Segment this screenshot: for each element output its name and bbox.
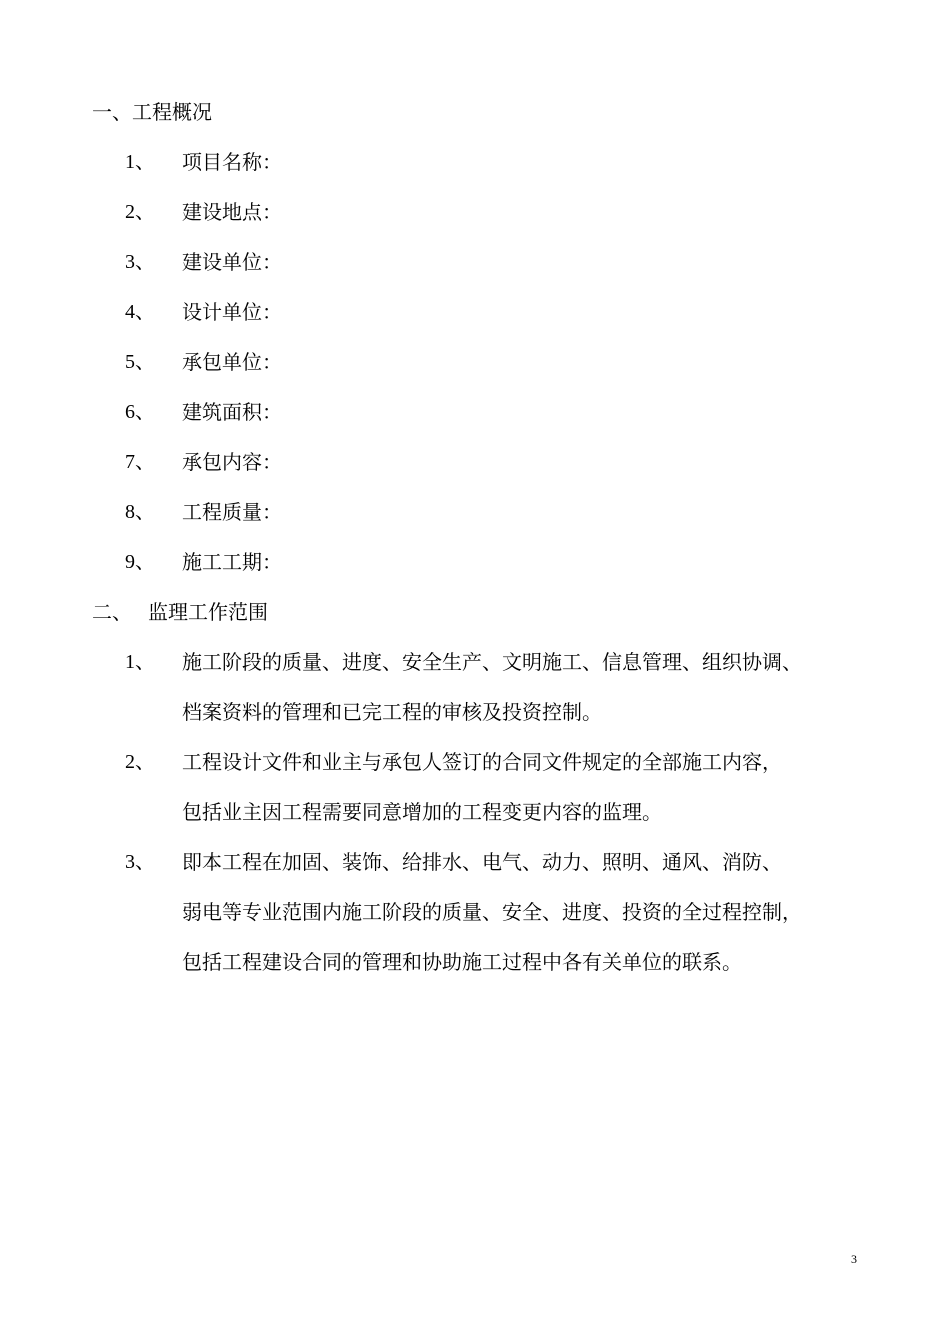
section2-heading: 监理工作范围 [148,600,268,624]
section1-item-1-number: 1、 [125,151,155,173]
section2-item-3-line-2: 弱电等专业范围内施工阶段的质量、安全、进度、投资的全过程控制， [182,900,802,924]
section1-item-4-label: 设计单位： [182,300,282,324]
section2-number: 二、 [92,600,132,624]
section2-item-1-number: 1、 [125,651,155,673]
section2-item-1-line-1: 施工阶段的质量、进度、安全生产、文明施工、信息管理、组织协调、 [182,650,802,674]
section2-item-1-line-2: 档案资料的管理和已完工程的审核及投资控制。 [182,700,602,724]
section1-item-2-label: 建设地点： [182,200,282,224]
section1-item-9-label: 施工工期： [182,550,282,574]
section1-item-7-label: 承包内容： [182,450,282,474]
section1-item-5-number: 5、 [125,351,155,373]
section2-item-3-line-1: 即本工程在加固、装饰、给排水、电气、动力、照明、通风、消防、 [182,850,782,874]
section1-item-6-label: 建筑面积： [182,400,282,424]
section1-item-3-label: 建设单位： [182,250,282,274]
section1-item-8-label: 工程质量： [182,500,282,524]
section1-item-8-number: 8、 [125,501,155,523]
section1-item-5-label: 承包单位： [182,350,282,374]
section1-item-3-number: 3、 [125,251,155,273]
section1-item-9-number: 9、 [125,551,155,573]
section1-item-6-number: 6、 [125,401,155,423]
section1-item-2-number: 2、 [125,201,155,223]
section1-item-7-number: 7、 [125,451,155,473]
section1-heading: 一、工程概况 [92,100,212,124]
section2-item-3-number: 3、 [125,851,155,873]
section1-item-1-label: 项目名称： [182,150,282,174]
page-number: 3 [851,1252,857,1266]
section1-item-4-number: 4、 [125,301,155,323]
section2-item-3-line-3: 包括工程建设合同的管理和协助施工过程中各有关单位的联系。 [182,950,742,974]
section2-item-2-line-1: 工程设计文件和业主与承包人签订的合同文件规定的全部施工内容， [182,750,782,774]
section2-item-2-number: 2、 [125,751,155,773]
section2-item-2-line-2: 包括业主因工程需要同意增加的工程变更内容的监理。 [182,800,662,824]
